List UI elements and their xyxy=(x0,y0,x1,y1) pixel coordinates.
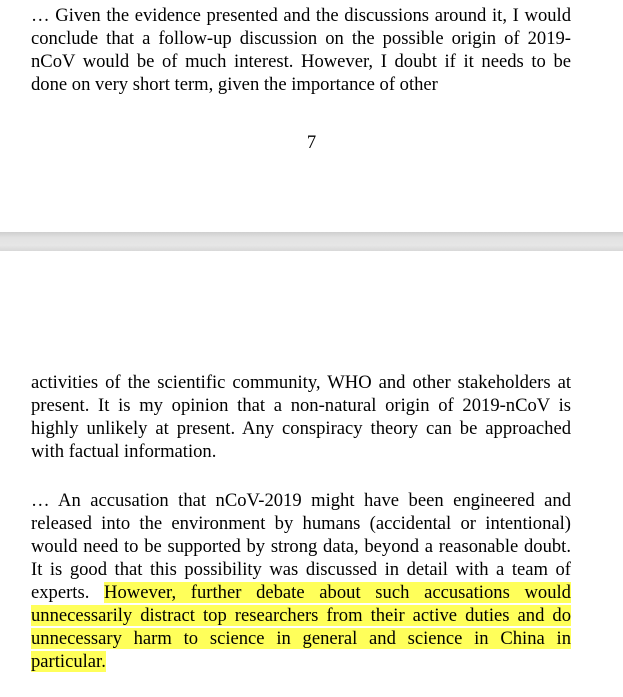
page-separator xyxy=(0,232,623,251)
paragraph-given-evidence: … Given the evidence presented and the discussions around it, I would conclude that a follow-up discussion on the possible origin of 2019-nCoV would be of much interest. However, I doubt if it needs to be done on very short term, given the importance of other xyxy=(31,5,571,95)
paragraph-continuation: activities of the scientific community, WHO and other stakeholders at present. It is my opinion that a non-natural origin of 2019-nCoV is highly unlikely at present. Any conspiracy theory can be approached with factual information. xyxy=(31,372,571,462)
document-page-lower xyxy=(0,251,623,697)
highlighted-text: However, further debate about such accusations would unnecessarily distract top researchers from their active duties and do unnecessary harm to science in general and science in China in particular. xyxy=(31,582,571,672)
page-number: 7 xyxy=(306,132,317,153)
paragraph-accusation-plain-text: … An accusation that nCoV-2019 might have been engineered and released into the environment by humans (accidental or intentional) would need to be supported by strong data, beyond a reasonable doubt. It is good that this possibility was discussed in detail with a team of experts. xyxy=(31,490,571,603)
paragraph-accusation xyxy=(31,489,571,673)
document-page-upper xyxy=(0,0,623,232)
